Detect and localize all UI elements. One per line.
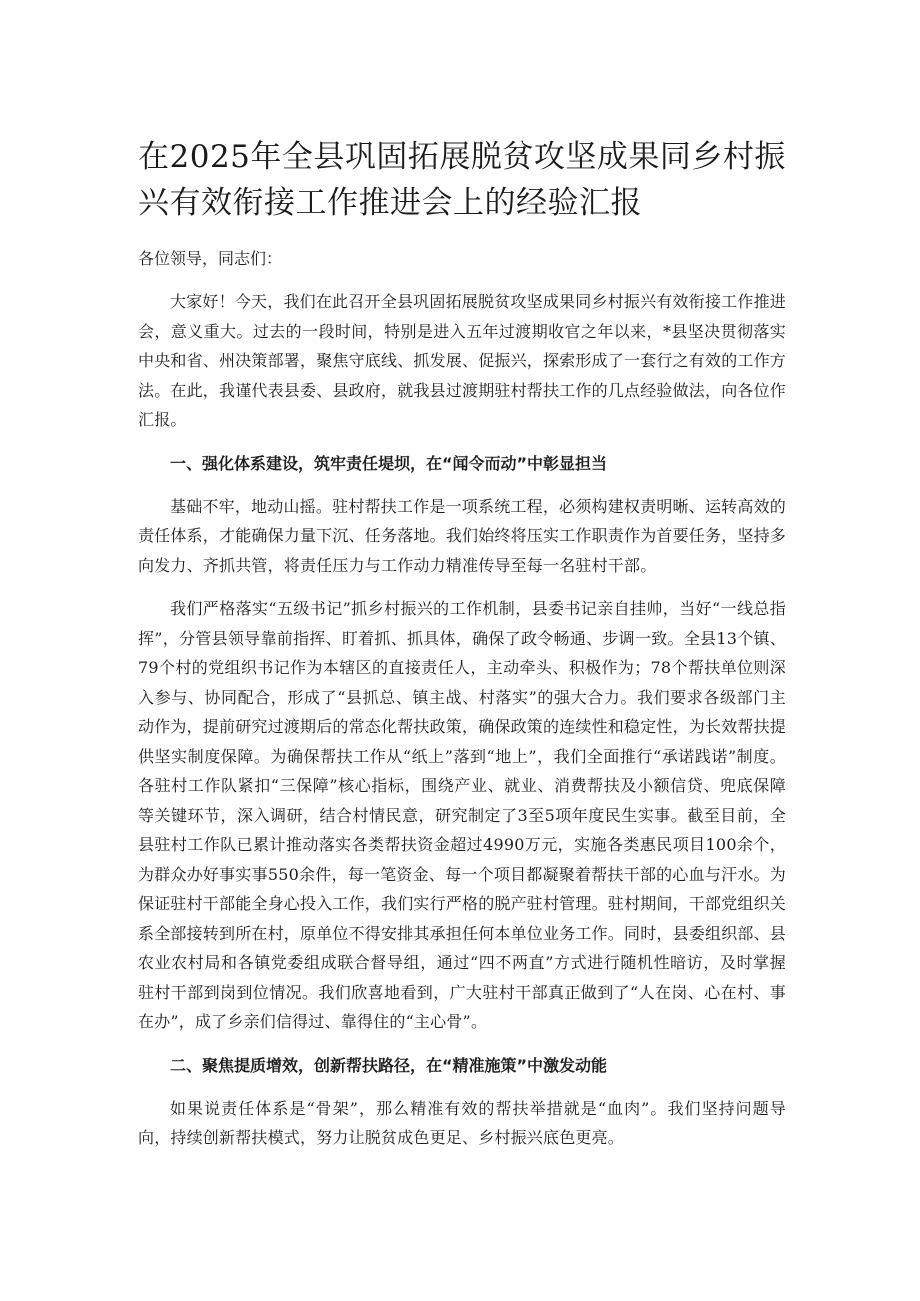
section-2-paragraph-1: 如果说责任体系是“骨架”，那么精准有效的帮扶举措就是“血肉”。我们坚持问题导向，持续创新帮扶模式，努力让脱贫成色更足、乡村振兴底色更亮。 (138, 1098, 786, 1147)
document-title: 在2025年全县巩固拓展脱贫攻坚成果同乡村振兴有效衔接工作推进会上的经验汇报 (138, 139, 786, 221)
intro-paragraph: 大家好！今天，我们在此召开全县巩固拓展脱贫攻坚成果同乡村振兴有效衔接工作推进会，意义重大。过去的一段时间，特别是进入五年过渡期收官之年以来，*县坚决贯彻落实中央和省、州决策部署，聚焦守底线、抓发展、促振兴，探索形成了一套行之有效的工作方法。在此，我谨代表县委、县政府，就我县过渡期驻村帮扶工作的几点经验做法，向各位作汇报。 (138, 292, 787, 429)
section-heading-1: 一、强化体系建设，筑牢责任堤坝，在“闻令而动”中彰显担当 (170, 453, 608, 473)
document-body (138, 244, 786, 1167)
section-1-paragraph-1: 基础不牢，地动山摇。驻村帮扶工作是一项系统工程，必须构建权责明晰、运转高效的责任体系，才能确保力量下沉、任务落地。我们始终将压实工作职责作为首要任务，坚持多向发力、齐抓共管，将责任压力与工作动力精准传导至每一名驻村干部。 (138, 496, 787, 575)
salutation: 各位领导，同志们： (138, 249, 283, 268)
section-heading-2: 二、聚焦提质增效，创新帮扶路径，在“精准施策”中激发动能 (170, 1055, 608, 1075)
section-1-paragraph-2: 我们严格落实“五级书记”抓乡村振兴的工作机制，县委书记亲自挂帅，当好“一线总指挥”，分管县领导靠前指挥、盯着抓、抓具体，确保了政令畅通、步调一致。全县13个镇、79个村的党组织书记作为本辖区的直接责任人，主动牵头、积极作为；78个帮扶单位则深入参与、协同配合，形成了“县抓总、镇主战、村落实”的强大合力。我们要求各级部门主动作为，提前研究过渡期后的常态化帮扶政策，确保政策的连续性和稳定性，为长效帮扶提供坚实制度保障。为确保帮扶工作从“纸上”落到“地上”，我们全面推行“承诺践诺”制度。各驻村工作队紧扣“三保障”核心指标，围绕产业、就业、消费帮扶及小额信贷、兜底保障等关键环节，深入调研，结合村情民意，研究制定了3至5项年度民生实事。截至目前，全县驻村工作队已累计推动落实各类帮扶资金超过4990万元，实施各类惠民项目100余个，为群众办好事实事550余件，每一笔资金、每一个项目都凝聚着帮扶干部的心血与汗水。为保证驻村干部能全身心投入工作，我们实行严格的脱产驻村管理。驻村期间，干部党组织关系全部接转到所在村，原单位不得安排其承担任何本单位业务工作。同时，县委组织部、县农业农村局和各镇党委组成联合督导组，通过“四不两直”方式进行随机性暗访，及时掌握驻村干部到岗到位情况。我们欣喜地看到，广大驻村干部真正做到了“人在岗、心在村、事在办”，成了乡亲们信得过、靠得住的“主心骨”。 (138, 599, 787, 1031)
